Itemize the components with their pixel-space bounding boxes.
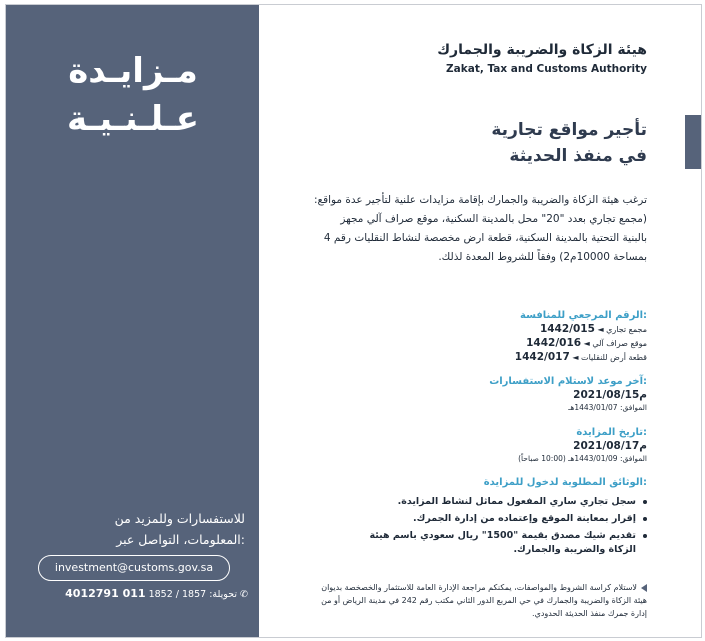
reference-row: قطعة أرض للنقليات ◄ 1442/017 <box>514 351 647 363</box>
reference-code: 1442/016 <box>526 337 582 349</box>
left-panel <box>6 5 259 637</box>
footnote-text: لاستلام كراسة الشروط والمواصفات، يمكنكم مراجعة الإدارة العامة للاستثمار والخصخصة بديوان هيئة الزكاة والضريبة والجمارك في حي المربع الدور الثاني مكتب رقم 242 في مدينة الرياض أو من إدارة جمرك منفذ الحديثة الحدودي. <box>321 583 647 618</box>
inquiry-deadline-heading: آخر موعد لاستلام الاستفسارات: <box>489 376 647 387</box>
hero-line-1: مـزايـدة <box>68 51 198 91</box>
references-heading: الرقم المرجعي للمنافسة: <box>520 310 647 321</box>
hero-title <box>24 47 242 143</box>
inquiry-deadline-hijri: الموافق: 1443/01/07هـ <box>568 403 647 412</box>
reference-row: موقع صراف آلي ◄ 1442/016 <box>526 337 647 349</box>
hero-line-2: عـلـنـيـة <box>67 99 199 139</box>
documents-list <box>347 495 647 560</box>
reference-label: مجمع تجاري <box>606 325 647 334</box>
reference-label: موقع صراف آلي <box>592 339 647 348</box>
document-item: إقرار بمعاينة الموقع وإعتماده من إدارة الجمرك. <box>347 512 647 526</box>
documents-heading: الوثائق المطلوبة لدخول للمزايدة: <box>483 477 647 488</box>
auction-date-heading: تاريخ المزايدة: <box>576 427 647 438</box>
phone-line <box>16 587 248 600</box>
document-item: تقديم شيك مصدق بقيمة "1500" ريال سعودي باسم هيئة الزكاة والضريبة والجمارك. <box>347 529 647 557</box>
intro-paragraph: ترغب هيئة الزكاة والضريبة والجمارك بإقامة مزايدات علنية لتأجير عدة مواقع: (مجمع تجاري بعدد "20" محل بالمدينة السكنية، موقع صراف آلي مجهز بالبنية التحتية بالمدينة السكنية، قطعة ارض مخصصة لنشاط النقليات رقم 4 بمساحة 10000م2) وفقاً للشروط المعدة لذلك. <box>313 194 647 263</box>
reference-row: مجمع تجاري ◄ 1442/015 <box>539 323 647 335</box>
title-line-2: في منفذ الحديثة <box>509 146 647 166</box>
right-panel <box>259 5 701 637</box>
document-item: سجل تجاري ساري المفعول مماثل لنشاط المزايدة. <box>347 495 647 509</box>
authority-name-en: Zakat, Tax and Customs Authority <box>446 63 647 75</box>
phone-number[interactable]: 011 4012791 <box>65 587 146 600</box>
page-title <box>347 117 647 169</box>
arrow-icon <box>641 584 647 592</box>
phone-ext: تحويلة: 1857 / 1852 <box>148 589 237 600</box>
phone-icon: ✆ <box>240 589 248 600</box>
authority-name-ar: هيئة الزكاة والضريبة والجمارك <box>437 42 647 58</box>
accent-bar <box>685 115 701 169</box>
reference-code: 1442/015 <box>539 323 595 335</box>
email-link[interactable]: investment@customs.gov.sa <box>38 555 230 581</box>
auction-advertisement <box>5 4 702 638</box>
reference-code: 1442/017 <box>514 351 570 363</box>
inquiry-deadline-date: 2021/08/15م <box>573 389 647 401</box>
footnote <box>307 581 647 620</box>
contact-intro <box>20 508 245 550</box>
contact-intro-line-1: للاستفسارات وللمزيد من <box>114 511 245 526</box>
auction-date-hijri: الموافق: 1443/01/09هـ (10:00 صباحاً) <box>518 454 647 463</box>
contact-intro-line-2: المعلومات، التواصل عبر: <box>116 532 245 547</box>
auction-date: 2021/08/17م <box>573 440 647 452</box>
reference-label: قطعة أرض للنقليات <box>581 353 647 362</box>
title-line-1: تأجير مواقع تجارية <box>491 120 647 140</box>
